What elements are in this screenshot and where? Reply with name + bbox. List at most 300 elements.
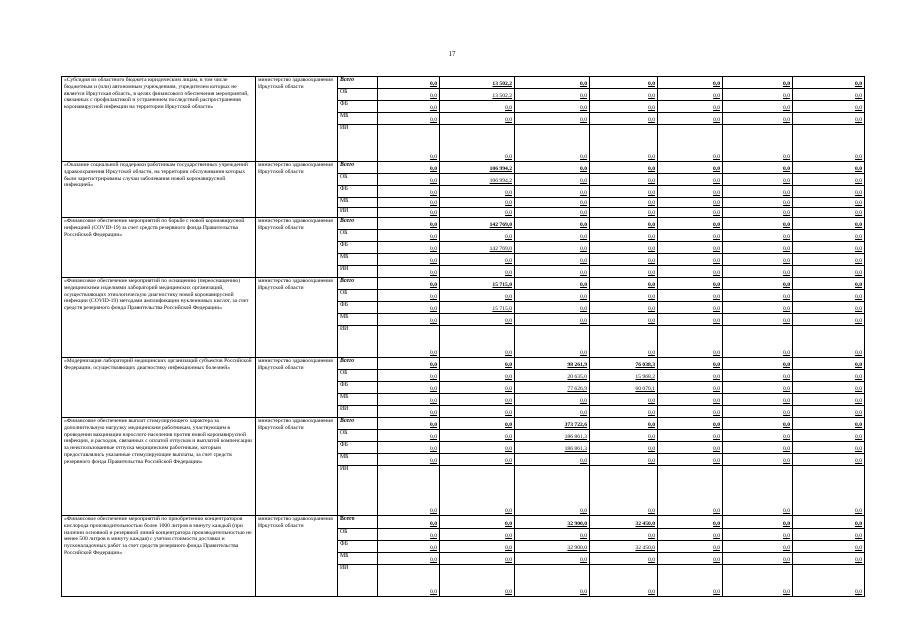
amount-cell: [658, 290, 723, 302]
funding-source: ИИ: [338, 125, 378, 162]
amount-cell: [378, 89, 440, 101]
amount-value: 0,0: [783, 178, 790, 185]
amount-value: 0,0: [505, 210, 512, 217]
amount-value: 0,0: [648, 222, 655, 229]
amount-value: 0,0: [855, 521, 862, 528]
amount-value: 0,0: [713, 410, 720, 417]
amount-cell: [793, 394, 865, 406]
amount-value: 0,0: [855, 81, 862, 88]
amount-value: 0,0: [713, 545, 720, 552]
amount-cell: [590, 516, 658, 529]
amount-cell: [793, 553, 865, 565]
amount-cell: [515, 565, 590, 597]
amount-value: 0,0: [783, 200, 790, 207]
amount-cell: [723, 174, 793, 186]
amount-value: 0,0: [648, 533, 655, 540]
amount-cell: [723, 553, 793, 565]
amount-value: 0,0: [713, 458, 720, 465]
amount-cell: [723, 113, 793, 125]
amount-value: 0,0: [648, 446, 655, 453]
funding-source: ОБ: [338, 370, 378, 382]
funding-source: Всего: [338, 418, 378, 430]
amount-value: 0,0: [430, 362, 437, 369]
amount-cell: [590, 326, 658, 358]
amount-value: 0,0: [783, 398, 790, 405]
amount-cell: [515, 254, 590, 266]
amount-cell: [793, 516, 865, 529]
amount-value: 0,0: [505, 234, 512, 241]
amount-value: 0,0: [783, 294, 790, 301]
amount-value: 0,0: [783, 374, 790, 381]
amount-value: 0,0: [855, 166, 862, 173]
amount-value: 186 861,3: [564, 446, 587, 453]
amount-value: 0,0: [713, 178, 720, 185]
funding-source: ИИ: [338, 406, 378, 418]
amount-value: 0,0: [648, 508, 655, 515]
amount-value: 0,0: [580, 508, 587, 515]
amount-value: 0,0: [855, 258, 862, 265]
amount-cell: [658, 218, 723, 230]
amount-cell: [378, 358, 440, 370]
amount-cell: [590, 370, 658, 382]
amount-cell: [590, 77, 658, 89]
amount-value: 0,0: [648, 557, 655, 564]
amount-cell: [723, 430, 793, 442]
amount-value: 0,0: [505, 350, 512, 357]
amount-cell: [590, 125, 658, 162]
amount-value: 0,0: [580, 117, 587, 124]
responsible-executor: министерство здравоохранения Иркутской области: [256, 77, 338, 162]
amount-cell: [515, 242, 590, 254]
amount-cell: [590, 529, 658, 541]
amount-cell: [793, 302, 865, 314]
amount-cell: [658, 254, 723, 266]
amount-value: 0,0: [648, 166, 655, 173]
amount-value: 0,0: [430, 117, 437, 124]
amount-value: 0,0: [648, 190, 655, 197]
amount-value: 0,0: [855, 222, 862, 229]
amount-cell: [793, 101, 865, 113]
amount-value: 0,0: [648, 306, 655, 313]
amount-cell: [378, 541, 440, 553]
amount-value: 0,0: [713, 222, 720, 229]
table-body: [62, 77, 865, 597]
amount-value: 106 994,2: [489, 166, 512, 173]
amount-cell: [658, 326, 723, 358]
amount-value: 0,0: [430, 222, 437, 229]
amount-cell: [723, 541, 793, 553]
amount-value: 0,0: [505, 117, 512, 124]
amount-cell: [723, 466, 793, 516]
amount-value: 0,0: [713, 166, 720, 173]
amount-cell: [658, 382, 723, 394]
amount-cell: [440, 290, 515, 302]
amount-value: 0,0: [505, 508, 512, 515]
amount-value: 0,0: [783, 589, 790, 596]
amount-value: 0,0: [713, 398, 720, 405]
amount-cell: [440, 358, 515, 370]
amount-value: 0,0: [713, 422, 720, 429]
amount-value: 0,0: [855, 374, 862, 381]
amount-cell: [658, 242, 723, 254]
amount-value: 0,0: [505, 589, 512, 596]
amount-cell: [440, 370, 515, 382]
amount-cell: [515, 162, 590, 174]
amount-value: 0,0: [505, 386, 512, 393]
amount-value: 0,0: [505, 446, 512, 453]
amount-cell: [440, 314, 515, 326]
amount-cell: [440, 418, 515, 430]
amount-cell: [378, 113, 440, 125]
amount-cell: [590, 101, 658, 113]
amount-value: 0,0: [855, 234, 862, 241]
amount-cell: [590, 358, 658, 370]
amount-cell: [440, 430, 515, 442]
measure-description: «Финансовое обеспечение мероприятий по оснащению (переоснащению) медицинскими изделиями лабораторий медицинских организаций, осуществляющих этиологическую диагностику новой коронавирусной инфекции (COVID-19) методами амплификации нуклеиновых кислот, за счет средств резервного фонда Правительства Российской Федерации»: [62, 278, 256, 358]
amount-value: 0,0: [713, 434, 720, 441]
amount-cell: [658, 358, 723, 370]
amount-value: 0,0: [430, 306, 437, 313]
amount-value: 0,0: [783, 258, 790, 265]
amount-value: 0,0: [648, 350, 655, 357]
table-row: [62, 418, 865, 430]
amount-value: 60 070,1: [635, 386, 655, 393]
amount-value: 0,0: [855, 117, 862, 124]
amount-value: 0,0: [505, 434, 512, 441]
amount-value: 0,0: [648, 282, 655, 289]
amount-cell: [515, 208, 590, 218]
amount-cell: [590, 382, 658, 394]
amount-cell: [793, 418, 865, 430]
amount-cell: [378, 254, 440, 266]
amount-value: 0,0: [430, 386, 437, 393]
funding-source: ИИ: [338, 326, 378, 358]
amount-cell: [440, 565, 515, 597]
amount-cell: [515, 382, 590, 394]
amount-value: 0,0: [648, 589, 655, 596]
amount-value: 0,0: [430, 270, 437, 277]
amount-cell: [515, 113, 590, 125]
amount-value: 0,0: [855, 446, 862, 453]
amount-cell: [723, 302, 793, 314]
amount-value: 0,0: [783, 362, 790, 369]
amount-cell: [440, 382, 515, 394]
amount-value: 0,0: [713, 589, 720, 596]
amount-value: 0,0: [430, 545, 437, 552]
table-row: [62, 516, 865, 529]
amount-cell: [515, 230, 590, 242]
responsible-executor: министерство здравоохранения Иркутской области: [256, 218, 338, 278]
amount-cell: [723, 162, 793, 174]
amount-cell: [590, 302, 658, 314]
amount-cell: [440, 242, 515, 254]
amount-cell: [378, 266, 440, 278]
amount-cell: [378, 208, 440, 218]
amount-value: 0,0: [783, 508, 790, 515]
funding-source: МБ: [338, 314, 378, 326]
amount-cell: [515, 454, 590, 466]
amount-cell: [793, 406, 865, 418]
funding-source: ИИ: [338, 266, 378, 278]
amount-value: 0,0: [855, 398, 862, 405]
amount-value: 0,0: [783, 318, 790, 325]
amount-cell: [793, 242, 865, 254]
amount-value: 0,0: [430, 258, 437, 265]
amount-value: 0,0: [855, 410, 862, 417]
amount-cell: [658, 230, 723, 242]
measure-description: «Оказание социальной поддержки работникам государственных учреждений здравоохранения Иркутской области, на территории обслуживания которых были зарегистрированы случаи заболевания новой коронавирусной инфекцией»: [62, 162, 256, 218]
amount-cell: [723, 198, 793, 208]
amount-cell: [658, 442, 723, 454]
amount-cell: [658, 208, 723, 218]
amount-cell: [515, 198, 590, 208]
amount-value: 0,0: [580, 589, 587, 596]
amount-cell: [723, 442, 793, 454]
amount-value: 0,0: [648, 154, 655, 161]
funding-source: ФБ: [338, 242, 378, 254]
amount-cell: [723, 394, 793, 406]
amount-cell: [440, 302, 515, 314]
amount-value: 0,0: [430, 154, 437, 161]
amount-value: 0,0: [505, 154, 512, 161]
amount-value: 0,0: [855, 294, 862, 301]
amount-cell: [793, 290, 865, 302]
amount-cell: [378, 466, 440, 516]
amount-value: 0,0: [505, 458, 512, 465]
amount-cell: [378, 553, 440, 565]
funding-source: МБ: [338, 113, 378, 125]
amount-cell: [515, 174, 590, 186]
amount-cell: [515, 89, 590, 101]
funding-source: ФБ: [338, 442, 378, 454]
amount-value: 0,0: [580, 105, 587, 112]
amount-value: 0,0: [580, 190, 587, 197]
amount-cell: [793, 266, 865, 278]
amount-value: 0,0: [648, 410, 655, 417]
amount-cell: [590, 553, 658, 565]
funding-source: ОБ: [338, 529, 378, 541]
amount-cell: [515, 541, 590, 553]
amount-cell: [440, 218, 515, 230]
amount-cell: [658, 418, 723, 430]
amount-cell: [378, 162, 440, 174]
amount-value: 0,0: [713, 81, 720, 88]
funding-source: Всего: [338, 218, 378, 230]
amount-value: 0,0: [505, 258, 512, 265]
amount-value: 0,0: [855, 545, 862, 552]
amount-cell: [723, 125, 793, 162]
amount-value: 0,0: [505, 398, 512, 405]
amount-cell: [793, 442, 865, 454]
amount-value: 0,0: [648, 270, 655, 277]
amount-value: 0,0: [855, 210, 862, 217]
funding-source: ОБ: [338, 89, 378, 101]
amount-value: 0,0: [713, 210, 720, 217]
amount-value: 0,0: [783, 306, 790, 313]
amount-value: 0,0: [505, 422, 512, 429]
amount-value: 15 715,0: [492, 306, 512, 313]
amount-value: 0,0: [580, 318, 587, 325]
amount-value: 0,0: [648, 178, 655, 185]
amount-value: 0,0: [580, 294, 587, 301]
amount-value: 0,0: [430, 93, 437, 100]
amount-value: 0,0: [580, 270, 587, 277]
amount-cell: [440, 553, 515, 565]
amount-cell: [378, 454, 440, 466]
amount-cell: [723, 77, 793, 89]
amount-cell: [440, 406, 515, 418]
amount-value: 0,0: [713, 190, 720, 197]
amount-value: 0,0: [783, 350, 790, 357]
amount-cell: [590, 541, 658, 553]
amount-cell: [723, 326, 793, 358]
amount-value: 0,0: [855, 508, 862, 515]
amount-cell: [723, 218, 793, 230]
amount-cell: [658, 466, 723, 516]
amount-value: 0,0: [713, 386, 720, 393]
amount-cell: [440, 174, 515, 186]
funding-source: МБ: [338, 254, 378, 266]
amount-value: 0,0: [430, 178, 437, 185]
amount-cell: [378, 186, 440, 198]
amount-value: 32 900,0: [567, 545, 587, 552]
responsible-executor: министерство здравоохранения Иркутской области: [256, 162, 338, 218]
amount-cell: [590, 162, 658, 174]
amount-cell: [723, 230, 793, 242]
amount-value: 186 861,3: [564, 434, 587, 441]
amount-value: 0,0: [430, 81, 437, 88]
amount-cell: [793, 125, 865, 162]
budget-table-container: [61, 76, 864, 622]
amount-cell: [440, 326, 515, 358]
amount-cell: [793, 77, 865, 89]
amount-value: 0,0: [648, 422, 655, 429]
amount-value: 0,0: [580, 154, 587, 161]
amount-value: 0,0: [430, 521, 437, 528]
amount-value: 0,0: [713, 362, 720, 369]
amount-value: 0,0: [580, 222, 587, 229]
amount-cell: [590, 186, 658, 198]
amount-value: 0,0: [505, 374, 512, 381]
amount-cell: [378, 242, 440, 254]
funding-source: ИИ: [338, 208, 378, 218]
amount-value: 76 038,3: [635, 362, 655, 369]
amount-cell: [590, 174, 658, 186]
funding-source: МБ: [338, 394, 378, 406]
amount-value: 0,0: [430, 190, 437, 197]
amount-cell: [658, 370, 723, 382]
amount-cell: [515, 218, 590, 230]
amount-cell: [658, 125, 723, 162]
amount-cell: [658, 406, 723, 418]
amount-cell: [723, 565, 793, 597]
amount-cell: [658, 430, 723, 442]
responsible-executor: министерство здравоохранения Иркутской области: [256, 358, 338, 418]
amount-value: 0,0: [713, 318, 720, 325]
amount-cell: [793, 541, 865, 553]
amount-value: 0,0: [580, 350, 587, 357]
funding-source: ФБ: [338, 186, 378, 198]
amount-cell: [658, 77, 723, 89]
funding-source: ОБ: [338, 230, 378, 242]
amount-value: 98 261,9: [567, 362, 587, 369]
amount-cell: [515, 278, 590, 290]
table-row: [62, 358, 865, 370]
amount-value: 0,0: [580, 200, 587, 207]
amount-value: 0,0: [580, 458, 587, 465]
amount-value: 0,0: [430, 282, 437, 289]
amount-value: 0,0: [580, 306, 587, 313]
amount-value: 0,0: [505, 557, 512, 564]
amount-value: 0,0: [505, 410, 512, 417]
amount-cell: [378, 370, 440, 382]
amount-cell: [590, 208, 658, 218]
amount-cell: [378, 418, 440, 430]
amount-cell: [515, 370, 590, 382]
amount-cell: [658, 186, 723, 198]
amount-value: 0,0: [783, 386, 790, 393]
amount-cell: [793, 326, 865, 358]
amount-cell: [723, 208, 793, 218]
amount-value: 0,0: [855, 178, 862, 185]
amount-cell: [590, 89, 658, 101]
amount-value: 0,0: [648, 458, 655, 465]
measure-description: «Модернизация лабораторий медицинских организаций субъектов Российской Федерации, осуществляющих диагностику инфекционных болезней»: [62, 358, 256, 418]
table-row: [62, 77, 865, 89]
amount-value: 0,0: [855, 306, 862, 313]
amount-value: 0,0: [430, 166, 437, 173]
measure-description: «Финансовое обеспечение мероприятий по борьбе с новой коронавирусной инфекцией (COVID-19) за счет средств резервного фонда Правительства Российской Федерации»: [62, 218, 256, 278]
amount-cell: [793, 113, 865, 125]
amount-cell: [378, 174, 440, 186]
amount-cell: [723, 516, 793, 529]
amount-value: 0,0: [580, 557, 587, 564]
amount-value: 0,0: [580, 410, 587, 417]
funding-source: ФБ: [338, 101, 378, 113]
amount-value: 0,0: [713, 306, 720, 313]
amount-cell: [515, 314, 590, 326]
amount-cell: [440, 89, 515, 101]
amount-value: 0,0: [580, 93, 587, 100]
amount-value: 0,0: [713, 446, 720, 453]
amount-cell: [590, 394, 658, 406]
amount-cell: [658, 101, 723, 113]
amount-cell: [378, 430, 440, 442]
amount-cell: [793, 466, 865, 516]
amount-value: 0,0: [648, 234, 655, 241]
amount-value: 0,0: [713, 282, 720, 289]
amount-value: 0,0: [648, 117, 655, 124]
amount-value: 0,0: [505, 294, 512, 301]
amount-cell: [515, 186, 590, 198]
amount-value: 0,0: [713, 105, 720, 112]
amount-value: 142 769,0: [489, 246, 512, 253]
amount-value: 0,0: [713, 557, 720, 564]
amount-cell: [590, 254, 658, 266]
measure-description: «Субсидия из областного бюджета юридическим лицам, в том числе бюджетным и (или) автономным учреждениям, учредителем которых не является Иркутская область, в целях финансового обеспечения мероприятий, связанных с профилактикой и устранением последствий распространения коронавирусной инфекции на территории Иркутской области»: [62, 77, 256, 162]
amount-value: 0,0: [855, 386, 862, 393]
amount-cell: [378, 516, 440, 529]
amount-cell: [378, 406, 440, 418]
amount-cell: [793, 174, 865, 186]
amount-value: 0,0: [648, 105, 655, 112]
amount-cell: [723, 278, 793, 290]
amount-cell: [590, 230, 658, 242]
amount-value: 0,0: [713, 246, 720, 253]
amount-cell: [378, 442, 440, 454]
amount-cell: [378, 125, 440, 162]
amount-cell: [378, 302, 440, 314]
